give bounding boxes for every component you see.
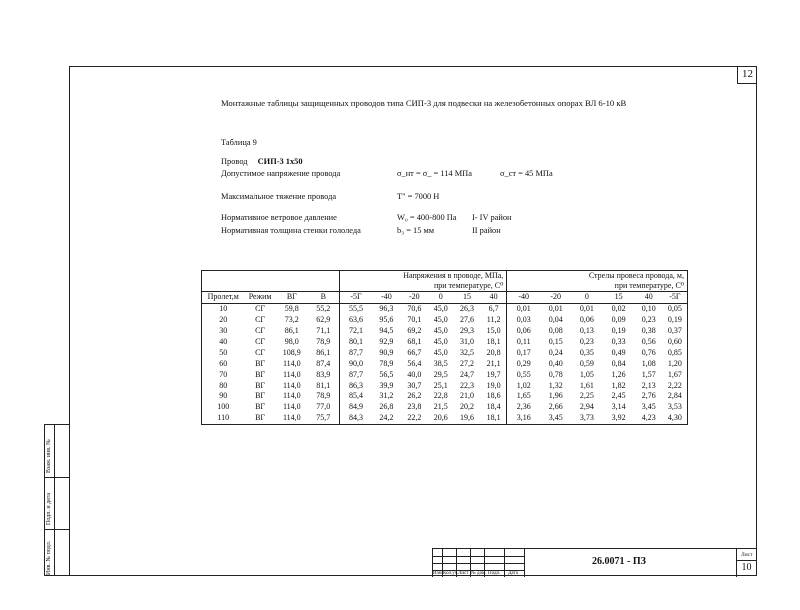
table-cell: 0,33 [611, 337, 626, 346]
table-row [202, 369, 688, 380]
table-cell: 60 [202, 358, 245, 369]
table-cell: ВГ [245, 413, 276, 424]
column-header: В [308, 292, 339, 304]
table-cell: 1,26 [611, 369, 626, 379]
table-cell: 96,3 [379, 304, 394, 314]
table-cell: 20,6 [428, 413, 453, 424]
sheet-number: 10 [741, 562, 752, 573]
column-header: 40 [635, 292, 663, 304]
table-cell: 55,2 [316, 304, 331, 314]
table-cell: 0,55 [507, 369, 540, 380]
table-cell: 10 [202, 303, 245, 314]
table-cell: 81,1 [316, 380, 331, 390]
table-cell: 108,9 [282, 347, 301, 357]
table-cell: 1,05 [579, 369, 594, 379]
table-cell: 26,2 [407, 391, 422, 401]
table-cell: 18,1 [481, 413, 507, 424]
table-cell: 1,32 [548, 380, 563, 390]
table-cell: 45,0 [433, 304, 448, 314]
table-cell: СГ [255, 315, 266, 325]
table-cell: 100 [202, 402, 245, 413]
table-cell: 0,56 [641, 337, 656, 346]
table-cell: 0,10 [641, 304, 656, 314]
table-cell: 0,17 [507, 347, 540, 358]
document-code: 26.0071 - ПЗ [592, 556, 646, 567]
wire-label: Провод [221, 157, 248, 166]
table-cell: 0,09 [611, 315, 626, 325]
table-cell: 22,8 [433, 391, 448, 401]
table-cell: 2,36 [507, 402, 540, 413]
table-cell: 21,0 [460, 391, 475, 401]
table-cell: 0,29 [507, 358, 540, 369]
sheet-label: Лист [741, 552, 753, 558]
table-cell: 0,13 [579, 326, 594, 336]
table-cell: 0,23 [579, 337, 594, 346]
table-cell: 90 [202, 391, 245, 402]
table-cell: 24,2 [372, 413, 400, 424]
table-cell: ВГ [255, 391, 266, 401]
table-cell: 94,5 [379, 326, 394, 336]
table-cell: 32,5 [460, 347, 475, 357]
table-cell: 78,9 [316, 391, 331, 401]
table-cell: 80 [202, 380, 245, 391]
table-cell: 1,20 [663, 358, 688, 369]
table-cell: 69,2 [407, 326, 422, 336]
table-cell: 0,19 [611, 326, 626, 336]
table-cell: 3,92 [602, 413, 634, 424]
table-row [202, 391, 688, 402]
table-cell: 0,08 [548, 326, 563, 336]
table-cell: 55,5 [339, 303, 372, 314]
table-cell: 45,0 [433, 326, 448, 336]
table-cell: 22,2 [400, 413, 428, 424]
table-cell: 31,2 [379, 391, 394, 401]
table-cell: 20,8 [486, 347, 501, 357]
table-cell: СГ [255, 347, 266, 357]
table-cell: 40 [202, 337, 245, 348]
table-cell: СГ [255, 326, 266, 336]
tb-col-date: Дата [508, 571, 518, 576]
table-cell: 63,6 [339, 315, 372, 326]
table-row [202, 402, 688, 413]
table-row [202, 358, 688, 369]
table-cell: 0,05 [663, 303, 688, 314]
table-cell: 2,66 [548, 402, 563, 412]
table-cell: 2,22 [663, 380, 688, 391]
table-cell: 18,4 [486, 402, 501, 412]
table-cell: 77,0 [316, 402, 331, 412]
stress-header: Напряжения в проводе, МПа, при температуре, С⁰ [339, 271, 507, 292]
table-cell: 114,0 [282, 380, 301, 390]
table-cell: 73,2 [284, 315, 299, 325]
table-row [202, 303, 688, 314]
table-cell: 29,5 [433, 369, 448, 379]
table-cell: 2,13 [641, 380, 656, 390]
table-cell: 114,0 [282, 369, 301, 379]
column-header: 40 [481, 292, 507, 304]
table-cell: 84,3 [339, 413, 372, 424]
table-cell: 1,96 [548, 391, 563, 401]
table-cell: ВГ [255, 369, 266, 379]
top-sheet-number: 12 [737, 66, 757, 84]
wind-pressure-label: Нормативное ветровое давление [221, 213, 337, 222]
table-cell: 86,1 [316, 347, 331, 357]
table-cell: 21,1 [486, 358, 501, 368]
table-cell: 87,7 [339, 369, 372, 380]
table-cell: 0,40 [548, 358, 563, 368]
table-cell: 1,65 [507, 391, 540, 402]
table-cell: 0,04 [548, 315, 563, 325]
tb-col-sign: Подп. [488, 571, 501, 576]
table-cell: 3,45 [540, 413, 571, 424]
table-cell: ВГ [255, 402, 266, 412]
column-header: -5Г [339, 292, 372, 304]
table-row [202, 326, 688, 337]
table-cell: 3,73 [571, 413, 602, 424]
table-label: Таблица 9 [221, 138, 257, 147]
table-cell: 0,37 [663, 326, 688, 337]
table-cell: 2,45 [611, 391, 626, 401]
table-cell: 11,2 [486, 315, 501, 325]
column-header: -40 [372, 292, 400, 304]
tb-col-list: Лист [458, 571, 469, 576]
table-cell: 66,7 [407, 347, 422, 357]
table-cell: 90,0 [339, 358, 372, 369]
table-cell: 0,85 [663, 347, 688, 358]
table-cell: 78,9 [316, 337, 331, 346]
table-cell: 19,7 [486, 369, 501, 379]
table-cell: 95,6 [379, 315, 394, 325]
table-cell: 86,1 [284, 326, 299, 336]
table-cell: 1,02 [507, 380, 540, 391]
table-cell: 62,9 [316, 315, 331, 325]
table-cell: 0,01 [579, 304, 594, 314]
wire-type: СИП-3 1х50 [257, 157, 303, 166]
column-header: -40 [507, 292, 540, 304]
table-cell: 45,0 [433, 315, 448, 325]
table-cell: 70,6 [407, 304, 422, 314]
table-cell: 0,78 [548, 369, 563, 379]
table-cell: 18,1 [486, 337, 501, 346]
table-cell: 86,3 [339, 380, 372, 391]
table-cell: 1,57 [641, 369, 656, 379]
table-cell: 68,1 [407, 337, 422, 346]
table-cell: 75,7 [308, 413, 339, 424]
table-cell: 0,23 [641, 315, 656, 325]
table-cell: 6,7 [488, 304, 499, 314]
table-row [202, 380, 688, 391]
column-header: 0 [428, 292, 453, 304]
table-cell: 22,3 [460, 380, 475, 390]
allowed-stress-value-2: σ_ст = 45 МПа [500, 169, 553, 178]
table-cell: 30 [202, 326, 245, 337]
table-cell: 3,53 [663, 402, 688, 413]
wire-label-line [221, 157, 303, 166]
table-cell: 0,02 [611, 304, 626, 314]
column-header: -20 [540, 292, 571, 304]
table-cell: 45,0 [433, 347, 448, 357]
table-cell: 59,8 [284, 304, 299, 314]
table-cell: 20,2 [460, 402, 475, 412]
column-header: 15 [602, 292, 634, 304]
table-cell: 1,61 [579, 380, 594, 390]
table-cell: 80,1 [339, 337, 372, 348]
table-cell: 1,67 [663, 369, 688, 380]
table-cell: 23,8 [407, 402, 422, 412]
table-row [202, 413, 688, 424]
table-cell: 4,23 [635, 413, 663, 424]
max-tension-value: Т" = 7000 Н [397, 192, 440, 201]
table-cell: 0,03 [507, 315, 540, 326]
table-cell: 0,35 [579, 347, 594, 357]
column-header: -5Г [663, 292, 688, 304]
table-cell: 70,1 [407, 315, 422, 325]
table-cell: 2,84 [663, 391, 688, 402]
table-cell: 26,3 [460, 304, 475, 314]
column-header: -20 [400, 292, 428, 304]
table-cell: 56,5 [379, 369, 394, 379]
tb-col-doc: № док. [471, 571, 486, 576]
ice-region: II район [472, 226, 501, 235]
table-cell: 114,0 [282, 358, 301, 368]
column-header: Пролет,м [202, 292, 245, 304]
table-cell: 4,30 [663, 413, 688, 424]
table-cell: 27,2 [460, 358, 475, 368]
table-cell: 19,6 [453, 413, 481, 424]
table-cell: 19,0 [486, 380, 501, 390]
ice-thickness-value: b₃ = 15 мм [397, 226, 435, 235]
side-stamp-sign-date: Подп. и дата [46, 492, 52, 525]
table-cell: 56,4 [407, 358, 422, 368]
table-cell: ВГ [255, 380, 266, 390]
side-stamp-replace-inv: Взам. инв. № [46, 439, 52, 473]
title-block [432, 548, 757, 576]
table-cell: 3,16 [507, 413, 540, 424]
table-cell: 38,5 [433, 358, 448, 368]
table-cell: 1,08 [641, 358, 656, 368]
table-cell: 15,0 [486, 326, 501, 336]
table-cell: ВГ [255, 358, 266, 368]
table-cell: 84,9 [339, 402, 372, 413]
table-cell: 0,38 [641, 326, 656, 336]
allowed-stress-value: σ_нт = σ_ = 114 МПа [397, 169, 472, 178]
column-header: ВГ [276, 292, 308, 304]
table-cell: 0,15 [548, 337, 563, 346]
ice-thickness-label: Нормативная толщина стенки гололеда [221, 226, 361, 235]
allowed-stress-label: Допустимое напряжение провода [221, 169, 341, 178]
table-cell: 20 [202, 315, 245, 326]
table-cell: 114,0 [282, 391, 301, 401]
table-cell: 0,49 [611, 347, 626, 357]
tb-col-kol: Кол.уч. [443, 571, 459, 576]
wind-pressure-value: W₀ = 400-800 Па [397, 213, 457, 222]
table-cell: 85,4 [339, 391, 372, 402]
table-cell: 26,8 [379, 402, 394, 412]
table-row [202, 347, 688, 358]
table-cell: 87,7 [339, 347, 372, 358]
table-cell: 40,0 [407, 369, 422, 379]
table-cell: 114,0 [282, 402, 301, 412]
table-cell: 0,76 [641, 347, 656, 357]
table-cell: 83,9 [316, 369, 331, 379]
table-cell: 24,7 [460, 369, 475, 379]
table-cell: 25,1 [433, 380, 448, 390]
table-cell: 90,9 [379, 347, 394, 357]
table-cell: 0,24 [548, 347, 563, 357]
sag-header: Стрелы провеса провода, м, при температуре, С⁰ [507, 271, 688, 292]
table-cell: 1,82 [611, 380, 626, 390]
table-cell: 39,9 [379, 380, 394, 390]
table-cell: 50 [202, 347, 245, 358]
table-cell: 98,0 [284, 337, 299, 346]
table-cell: 0,60 [663, 337, 688, 348]
table-cell: 29,3 [460, 326, 475, 336]
table-row [202, 337, 688, 348]
table-cell: 70 [202, 369, 245, 380]
column-header: 0 [571, 292, 602, 304]
table-cell: 0,59 [579, 358, 594, 368]
table-cell: 78,9 [379, 358, 394, 368]
table-cell: 45,0 [433, 337, 448, 346]
column-header: 15 [453, 292, 481, 304]
table-cell: 3,14 [611, 402, 626, 412]
document-heading: Монтажные таблицы защищенных проводов типа СИП-3 для подвески на железобетонных опорах ВЛ 6-10 кВ [221, 98, 627, 108]
table-cell: 2,76 [641, 391, 656, 401]
table-cell: 27,6 [460, 315, 475, 325]
table-cell: СГ [255, 304, 266, 314]
wind-region: I- IV район [472, 213, 512, 222]
table-cell: 0,06 [579, 315, 594, 325]
table-cell: 0,84 [611, 358, 626, 368]
table-cell: 0,01 [507, 303, 540, 314]
table-cell: 30,7 [407, 380, 422, 390]
table-cell: 0,11 [507, 337, 540, 348]
side-stamp [44, 424, 69, 576]
table-cell: 110 [202, 413, 245, 424]
table-cell: 21,5 [433, 402, 448, 412]
table-row [202, 315, 688, 326]
table-cell: 2,94 [579, 402, 594, 412]
tb-col-izm: Изм. [433, 571, 443, 576]
table-cell: 114,0 [276, 413, 308, 424]
column-header: Режим [245, 292, 276, 304]
table-cell: 92,9 [379, 337, 394, 346]
table-cell: 72,1 [339, 326, 372, 337]
table-cell: 87,4 [316, 358, 331, 368]
table-cell: 3,45 [641, 402, 656, 412]
table-cell: 71,1 [316, 326, 331, 336]
table-cell: 31,0 [460, 337, 475, 346]
table-cell: 2,25 [579, 391, 594, 401]
sag-tension-table [201, 270, 688, 425]
table-cell: 0,19 [663, 315, 688, 326]
table-cell: 0,01 [548, 304, 563, 314]
side-stamp-original-inv: Инв. № подл. [46, 540, 52, 575]
table-cell: СГ [255, 337, 266, 346]
table-cell: 0,06 [507, 326, 540, 337]
max-tension-label: Максимальное тяжение провода [221, 192, 337, 201]
table-cell: 18,6 [486, 391, 501, 401]
